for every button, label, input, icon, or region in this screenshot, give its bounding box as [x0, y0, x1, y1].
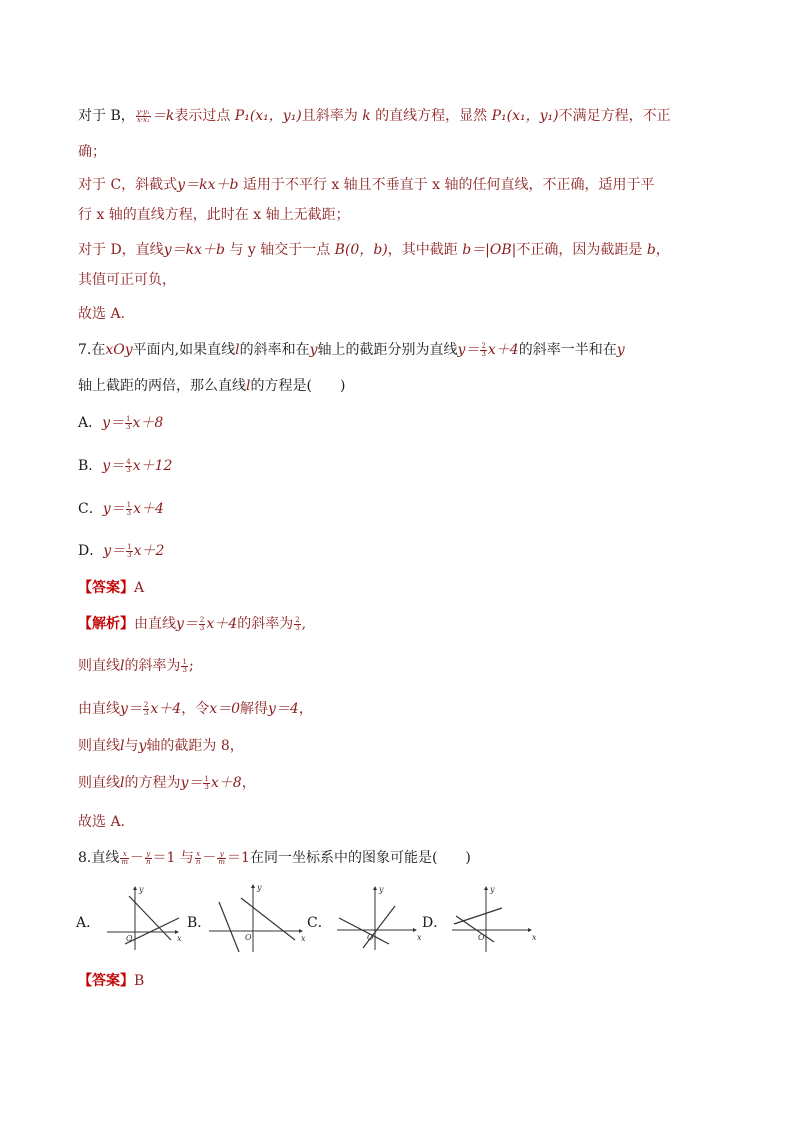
- x-axis-arrow: [528, 928, 532, 932]
- option-d-explanation-line1: 对于 D，直线y＝kx＋b 与 y 轴交于一点 B(0，b)，其中截距 b＝|OB|不正确，因为截距是 b，: [78, 242, 670, 258]
- option-b-explanation-line2: 确；: [78, 144, 106, 160]
- origin-label: O: [367, 933, 374, 942]
- line-1: [339, 918, 389, 944]
- line-2: [456, 916, 494, 942]
- x-axis-label: x: [532, 933, 537, 942]
- x-axis-arrow: [299, 929, 303, 933]
- fraction: $\frac{x}{m}$: [121, 849, 128, 866]
- y-axis-arrow: [484, 886, 488, 890]
- y-axis-label: y: [490, 885, 495, 894]
- question-7-stem-line2: 轴上截距的两倍，那么直线l的方程是( ): [78, 378, 346, 394]
- y-axis-label: y: [379, 885, 384, 894]
- fraction: $\frac{1}{3}$: [126, 414, 131, 431]
- graph-option-c: [333, 882, 425, 952]
- graph-option-a: [105, 882, 187, 952]
- fraction: $\frac{2}{3}$: [481, 341, 486, 358]
- question-7-analysis-line3: 由直线y＝ $\frac{2}{3}$ x＋4，令x＝0解得y＝4，: [78, 700, 313, 717]
- graph-option-b: [205, 880, 309, 954]
- question-8-option-c-label: C．: [307, 915, 332, 931]
- x-axis-label: x: [417, 933, 422, 942]
- question-7-option-d: D．y＝ $\frac{1}{3}$ x＋2: [78, 542, 165, 559]
- y-axis-arrow: [133, 886, 137, 890]
- question-7-conclusion: 故选 A.: [78, 814, 126, 830]
- x-axis-arrow: [413, 928, 417, 932]
- question-8-option-b-label: B．: [187, 915, 212, 931]
- question-7-answer: 【答案】A: [78, 580, 145, 596]
- fraction: $\frac{y}{n}$: [146, 849, 151, 866]
- origin-label: O: [126, 934, 133, 943]
- line-1: [454, 908, 502, 924]
- origin-label: O: [245, 933, 252, 942]
- question-7-option-c: C．y＝ $\frac{1}{3}$ x＋4: [78, 500, 164, 517]
- line-2: [125, 918, 179, 944]
- question-7-stem-line1: 7.在xOy平面内,如果直线l的斜率和在y轴上的截距分别为直线y＝ $\frac{2}{3}$ x＋4的斜率一半和在y: [78, 341, 625, 358]
- fraction: $\frac{1}{3}$: [204, 774, 209, 791]
- question-7-analysis-line1: 【解析】由直线y＝ $\frac{2}{3}$ x＋4的斜率为 $\frac{2}{3}$ ,: [78, 615, 307, 632]
- fraction: $\frac{y}{m}$: [218, 849, 226, 866]
- x-axis-label: x: [177, 934, 182, 943]
- option-d-explanation-line2: 其值可正可负，: [78, 272, 176, 288]
- question-7-analysis-line4: 则直线l与y轴的截距为 8，: [78, 738, 244, 754]
- fraction: $\frac{2}{3}$: [295, 615, 300, 632]
- y-axis-label: y: [139, 885, 144, 894]
- fraction: $\frac{4}{3}$: [126, 457, 131, 474]
- conclusion-prev: 故选 A.: [78, 306, 126, 322]
- fraction: $\frac{1}{3}$: [127, 542, 132, 559]
- question-8-option-a-label: A．: [76, 915, 101, 931]
- question-7-analysis-line5: 则直线l的方程为y＝ $\frac{1}{3}$ x＋8，: [78, 774, 256, 791]
- y-axis-arrow: [373, 886, 377, 890]
- line-1: [219, 902, 239, 952]
- fraction: $\frac{x}{n}$: [195, 849, 201, 866]
- fraction: $\frac{1}{3}$: [126, 500, 132, 517]
- x-axis-label: x: [301, 934, 306, 943]
- fraction: $\frac{\text{y-y₁}}{\text{x-x₁}}$: [136, 107, 150, 124]
- graph-option-d: [448, 882, 540, 954]
- origin-label: O: [478, 933, 485, 942]
- fraction: $\frac{2}{3}$: [199, 615, 205, 632]
- question-7-option-b: B．y＝ $\frac{4}{3}$ x＋12: [78, 457, 173, 474]
- question-7-option-a: A．y＝ $\frac{1}{3}$ x＋8: [78, 414, 164, 431]
- option-b-explanation-line1: 对于 B， $\frac{\text{y-y₁}}{\text{x-x₁}}$ ＝k表示过点 P₁(x₁，y₁)且斜率为 k 的直线方程，显然 P₁(x₁，y₁)不满足方程，不正: [78, 107, 671, 124]
- option-c-explanation-line1: 对于 C，斜截式y＝kx＋b 适用于不平行 x 轴且不垂直于 x 轴的任何直线，不正确，适用于平: [78, 177, 655, 193]
- fraction: $\frac{2}{3}$: [143, 700, 149, 717]
- question-8-stem: 8.直线 $\frac{x}{m}$ － $\frac{y}{n}$ ＝1 与 $\frac{x}{n}$ － $\frac{y}{m}$ ＝1在同一坐标系中的图象可能是( ): [78, 849, 471, 866]
- y-axis-arrow: [251, 884, 255, 888]
- fraction: $\frac{1}{3}$: [182, 657, 187, 674]
- option-c-explanation-line2: 行 x 轴的直线方程，此时在 x 轴上无截距；: [78, 207, 350, 223]
- question-8-answer: 【答案】B: [78, 973, 145, 989]
- y-axis-label: y: [257, 883, 262, 892]
- question-7-analysis-line2: 则直线l的斜率为 $\frac{1}{3}$ ;: [78, 657, 194, 674]
- question-8-option-d-label: D．: [422, 915, 448, 931]
